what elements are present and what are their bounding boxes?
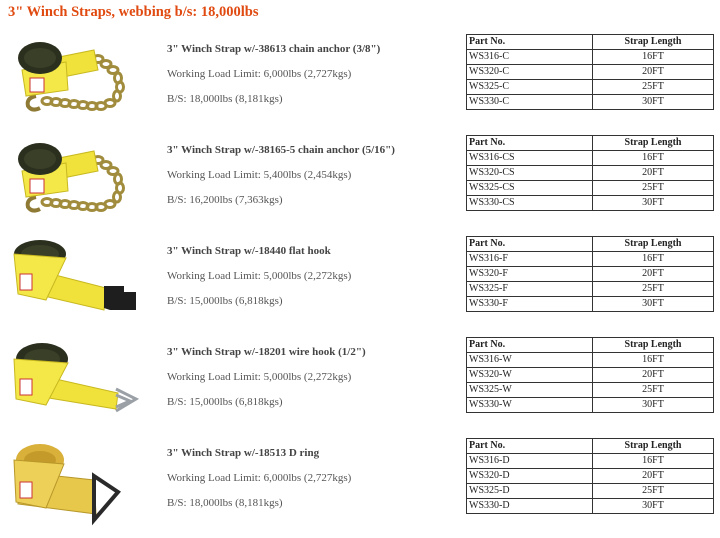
breaking-strength: B/S: 18,000lbs (8,181kgs) bbox=[167, 93, 283, 105]
working-load-limit: Working Load Limit: 5,000lbs (2,272kgs) bbox=[167, 270, 352, 282]
strap-length: 20FT bbox=[593, 267, 714, 282]
working-load-limit: Working Load Limit: 6,000lbs (2,727kgs) bbox=[167, 472, 352, 484]
table-row bbox=[467, 499, 714, 514]
strap-length: 20FT bbox=[593, 166, 714, 181]
table-row bbox=[467, 282, 714, 297]
table-row bbox=[467, 454, 714, 469]
page-title: 3" Winch Straps, webbing b/s: 18,000lbs bbox=[8, 4, 259, 20]
table-row bbox=[467, 151, 714, 166]
part-number: WS325-D bbox=[467, 484, 593, 499]
strap-length: 16FT bbox=[593, 151, 714, 166]
product-chain-anchor-3-8 bbox=[0, 34, 720, 134]
breaking-strength: B/S: 15,000lbs (6,818kgs) bbox=[167, 295, 283, 307]
part-header: Part No. bbox=[467, 439, 593, 454]
part-number: WS325-CS bbox=[467, 181, 593, 196]
strap-length: 20FT bbox=[593, 469, 714, 484]
product-chain-anchor-5-16 bbox=[0, 135, 720, 235]
table-row bbox=[467, 181, 714, 196]
part-number: WS325-W bbox=[467, 383, 593, 398]
strap-length: 16FT bbox=[593, 353, 714, 368]
part-number: WS320-C bbox=[467, 65, 593, 80]
strap-length: 30FT bbox=[593, 297, 714, 312]
part-number: WS320-D bbox=[467, 469, 593, 484]
wire-hook-icon bbox=[116, 389, 136, 411]
strap-length: 30FT bbox=[593, 196, 714, 211]
strap-length: 20FT bbox=[593, 368, 714, 383]
winch-strap-chain-anchor-image bbox=[6, 34, 156, 130]
strap-length: 16FT bbox=[593, 50, 714, 65]
length-header: Strap Length bbox=[593, 136, 714, 151]
part-number: WS325-F bbox=[467, 282, 593, 297]
part-number: WS320-F bbox=[467, 267, 593, 282]
table-row bbox=[467, 398, 714, 413]
product-flat-hook bbox=[0, 236, 720, 336]
strap-length: 16FT bbox=[593, 454, 714, 469]
breaking-strength: B/S: 18,000lbs (8,181kgs) bbox=[167, 497, 283, 509]
part-number: WS316-F bbox=[467, 252, 593, 267]
part-number: WS316-CS bbox=[467, 151, 593, 166]
part-header: Part No. bbox=[467, 338, 593, 353]
table-row bbox=[467, 297, 714, 312]
part-number: WS330-D bbox=[467, 499, 593, 514]
part-table bbox=[466, 236, 714, 312]
part-number: WS330-C bbox=[467, 95, 593, 110]
part-number: WS325-C bbox=[467, 80, 593, 95]
part-table bbox=[466, 34, 714, 110]
table-row bbox=[467, 353, 714, 368]
table-row bbox=[467, 65, 714, 80]
part-header: Part No. bbox=[467, 237, 593, 252]
length-header: Strap Length bbox=[593, 35, 714, 50]
working-load-limit: Working Load Limit: 5,400lbs (2,454kgs) bbox=[167, 169, 352, 181]
table-row bbox=[467, 252, 714, 267]
working-load-limit: Working Load Limit: 6,000lbs (2,727kgs) bbox=[167, 68, 352, 80]
d-ring-icon bbox=[94, 476, 118, 520]
strap-length: 30FT bbox=[593, 499, 714, 514]
length-header: Strap Length bbox=[593, 439, 714, 454]
table-row bbox=[467, 383, 714, 398]
product-name: 3" Winch Strap w/-18201 wire hook (1/2") bbox=[167, 346, 366, 358]
part-number: WS330-F bbox=[467, 297, 593, 312]
strap-length: 25FT bbox=[593, 383, 714, 398]
breaking-strength: B/S: 16,200lbs (7,363kgs) bbox=[167, 194, 283, 206]
table-row bbox=[467, 469, 714, 484]
part-number: WS316-W bbox=[467, 353, 593, 368]
part-number: WS316-D bbox=[467, 454, 593, 469]
length-header: Strap Length bbox=[593, 237, 714, 252]
product-name: 3" Winch Strap w/-18513 D ring bbox=[167, 447, 320, 459]
table-row bbox=[467, 95, 714, 110]
strap-length: 30FT bbox=[593, 398, 714, 413]
strap-length: 25FT bbox=[593, 80, 714, 95]
product-name: 3" Winch Strap w/-38165-5 chain anchor (5/16") bbox=[167, 144, 395, 156]
table-row bbox=[467, 166, 714, 181]
winch-strap-flat-hook-image bbox=[6, 236, 156, 332]
product-name: 3" Winch Strap w/-38613 chain anchor (3/8") bbox=[167, 43, 381, 55]
part-number: WS320-CS bbox=[467, 166, 593, 181]
winch-strap-wire-hook-image bbox=[6, 337, 156, 433]
working-load-limit: Working Load Limit: 5,000lbs (2,272kgs) bbox=[167, 371, 352, 383]
strap-length: 25FT bbox=[593, 181, 714, 196]
product-name: 3" Winch Strap w/-18440 flat hook bbox=[167, 245, 331, 257]
part-number: WS320-W bbox=[467, 368, 593, 383]
part-table bbox=[466, 135, 714, 211]
winch-strap-d-ring-image bbox=[6, 438, 156, 534]
length-header: Strap Length bbox=[593, 338, 714, 353]
flat-hook-icon bbox=[104, 286, 136, 310]
part-number: WS330-CS bbox=[467, 196, 593, 211]
strap-length: 25FT bbox=[593, 282, 714, 297]
part-number: WS330-W bbox=[467, 398, 593, 413]
table-row bbox=[467, 80, 714, 95]
table-row bbox=[467, 50, 714, 65]
strap-length: 25FT bbox=[593, 484, 714, 499]
part-number: WS316-C bbox=[467, 50, 593, 65]
winch-strap-chain-anchor-image bbox=[6, 135, 156, 231]
strap-length: 20FT bbox=[593, 65, 714, 80]
breaking-strength: B/S: 15,000lbs (6,818kgs) bbox=[167, 396, 283, 408]
table-row bbox=[467, 196, 714, 211]
product-d-ring bbox=[0, 438, 720, 538]
product-wire-hook bbox=[0, 337, 720, 437]
table-row bbox=[467, 484, 714, 499]
table-row bbox=[467, 267, 714, 282]
strap-length: 16FT bbox=[593, 252, 714, 267]
part-table bbox=[466, 438, 714, 514]
part-table bbox=[466, 337, 714, 413]
strap-length: 30FT bbox=[593, 95, 714, 110]
part-header: Part No. bbox=[467, 136, 593, 151]
table-row bbox=[467, 368, 714, 383]
part-header: Part No. bbox=[467, 35, 593, 50]
